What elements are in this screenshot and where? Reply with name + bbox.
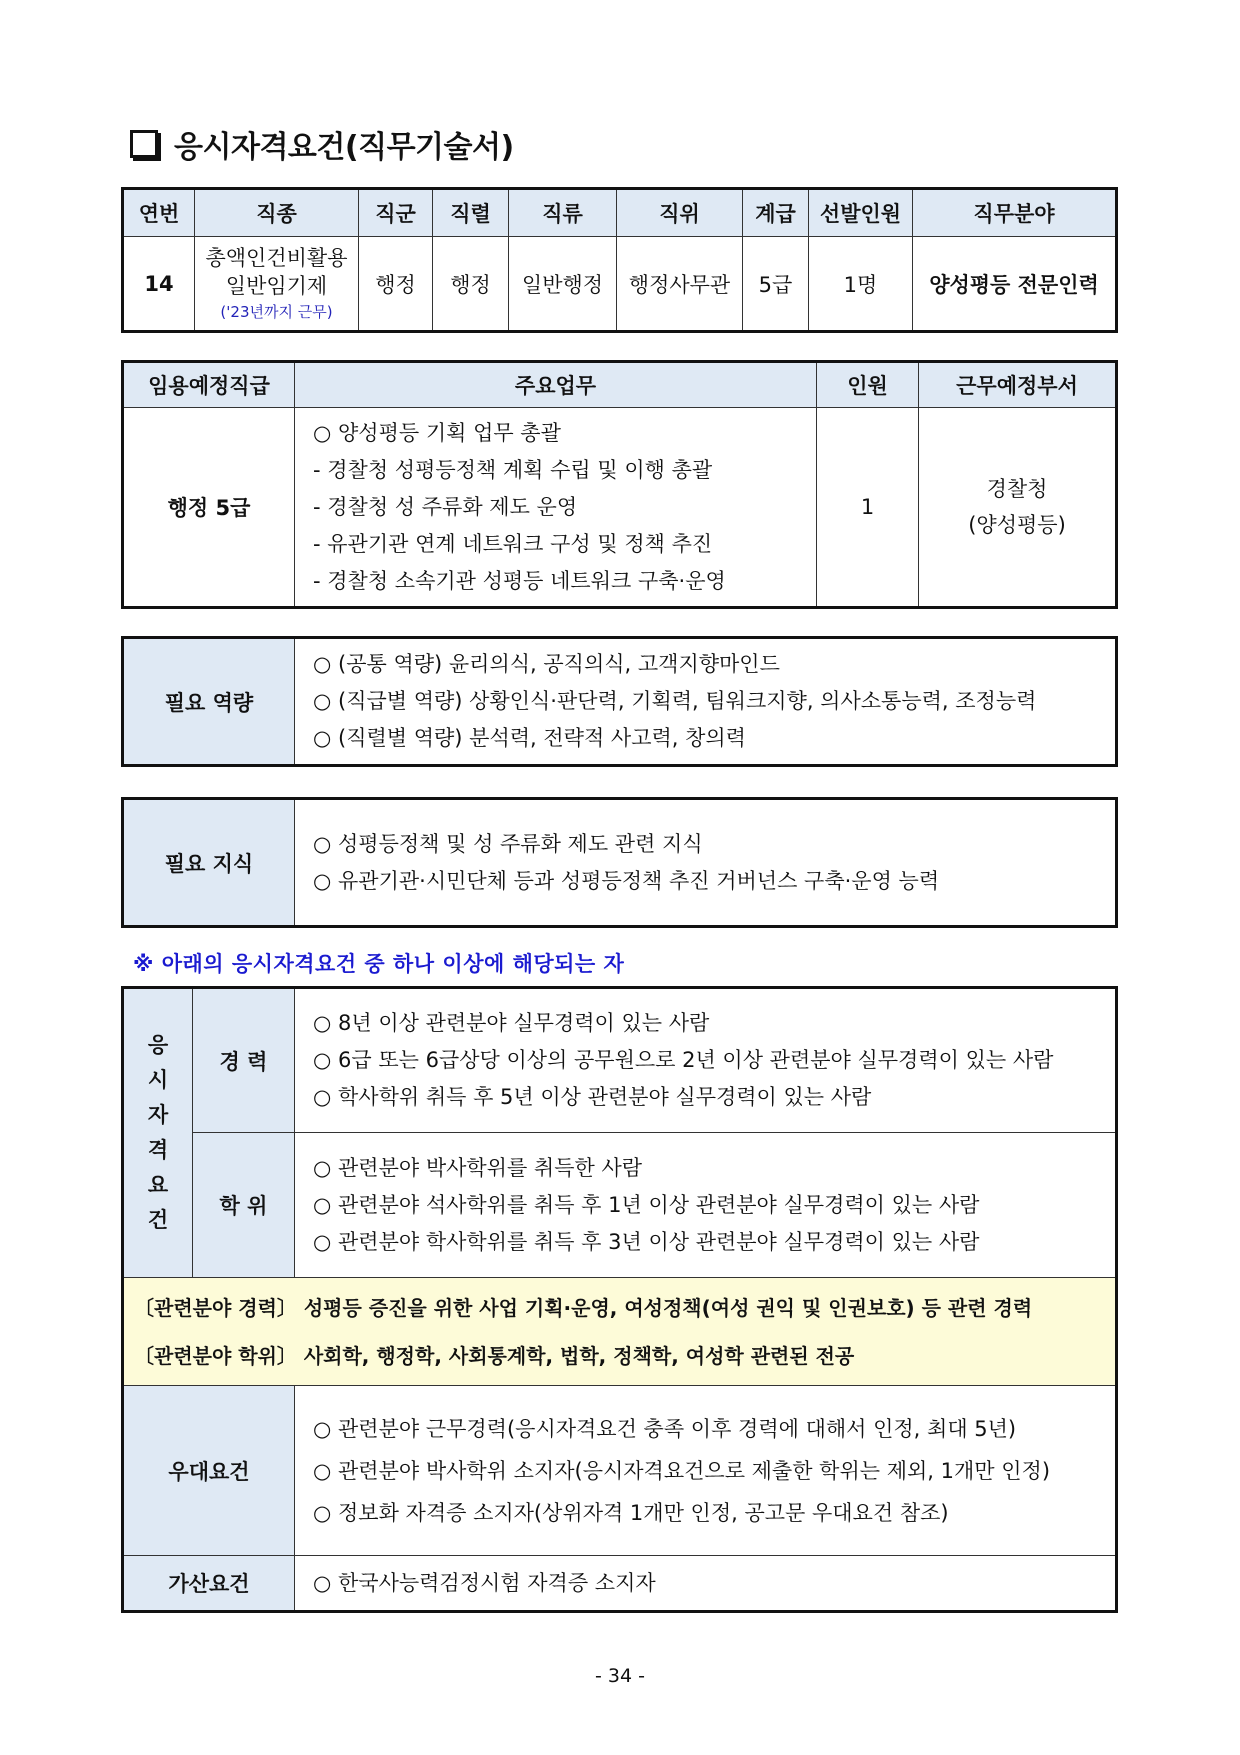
degree-item: ○ 관련분야 학사학위를 취득 후 3년 이상 관련분야 실무경력이 있는 사람 [313,1229,980,1254]
job-table [121,187,1118,333]
field-value: 양성평등 전문인력 [913,237,1117,332]
competency-label: 필요 역량 [123,638,295,766]
qualification-table [121,986,1118,1613]
header-type: 직종 [195,189,359,237]
preference-list [295,1386,1117,1556]
qualification-vertical-label: 응 시 자 격 요 건 [123,988,193,1278]
page-title-text: 응시자격요건(직무기술서) [174,130,514,165]
duty-item: - 유관기관 연계 네트워크 구성 및 정책 추진 [313,531,713,556]
career-label: 경 력 [193,988,295,1133]
headcount-value: 1명 [809,237,913,332]
related-field-box [123,1278,1117,1386]
preference-item: ○ 정보화 자격증 소지자(상위자격 1개만 인정, 공고문 우대요건 참조) [313,1500,949,1525]
knowledge-table [121,797,1118,928]
qualification-note: ※ 아래의 응시자격요건 중 하나 이상에 해당되는 자 [133,952,625,976]
group-value: 행정 [359,237,433,332]
duty-table [121,360,1118,609]
department-line2: (양성평등) [968,513,1066,537]
duty-item: ○ 양성평등 기획 업무 총괄 [313,420,561,445]
related-career: 〔관련분야 경력〕 성평등 증진을 위한 사업 기획·운영, 여성정책(여성 권익 및 인권보호) 등 관련 경력 [134,1295,1033,1320]
competency-item: ○ (직급별 역량) 상황인식·판단력, 기획력, 팀워크지향, 의사소통능력, 조정능력 [313,689,1037,713]
knowledge-item: ○ 성평등정책 및 성 주류화 제도 관련 지식 [313,831,703,856]
header-series: 직렬 [433,189,509,237]
duties-list [295,408,817,608]
seq-value: 14 [123,237,195,332]
header-count: 인원 [817,362,919,408]
related-degree: 〔관련분야 학위〕 사회학, 행정학, 사회통계학, 법학, 정책학, 여성학 관련된 전공 [134,1343,855,1368]
career-list [295,988,1117,1133]
bonus-label: 가산요건 [123,1556,295,1612]
career-item: ○ 8년 이상 관련분야 실무경력이 있는 사람 [313,1011,710,1035]
bonus-list [295,1556,1117,1612]
header-grade: 계급 [743,189,809,237]
header-position: 직위 [617,189,743,237]
preference-item: ○ 관련분야 근무경력(응시자격요건 충족 이후 경력에 대해서 인정, 최대 5년) [313,1416,1017,1441]
preference-label: 우대요건 [123,1386,295,1556]
page-number: - 34 - [595,1665,645,1687]
degree-label: 학 위 [193,1133,295,1278]
degree-item: ○ 관련분야 박사학위를 취득한 사람 [313,1155,643,1180]
header-headcount: 선발인원 [809,189,913,237]
header-field: 직무분야 [913,189,1117,237]
bonus-item: ○ 한국사능력검정시험 자격증 소지자 [313,1570,656,1595]
duty-item: - 경찰청 성평등정책 계획 수립 및 이행 총괄 [313,457,713,482]
competency-item: ○ (공통 역량) 윤리의식, 공직의식, 고객지향마인드 [313,652,780,676]
series-value: 행정 [433,237,509,332]
knowledge-label: 필요 지식 [123,799,295,927]
degree-list [295,1133,1117,1278]
header-group: 직군 [359,189,433,237]
header-main-duties: 주요업무 [295,362,817,408]
checkbox-square-icon [130,130,158,158]
competency-list [295,638,1117,766]
type-line1: 총액인건비활용 [205,245,348,270]
header-appoint-grade: 임용예정직급 [123,362,295,408]
department-value [919,408,1117,608]
page-title [130,122,514,166]
preference-item: ○ 관련분야 박사학위 소지자(응시자격요건으로 제출한 학위는 제외, 1개만 인정) [313,1458,1051,1483]
position-value: 행정사무관 [617,237,743,332]
career-item: ○ 학사학위 취득 후 5년 이상 관련분야 실무경력이 있는 사람 [313,1085,872,1109]
grade-value: 5급 [743,237,809,332]
career-item: ○ 6급 또는 6급상당 이상의 공무원으로 2년 이상 관련분야 실무경력이 있는 사람 [313,1048,1054,1072]
knowledge-item: ○ 유관기관·시민단체 등과 성평등정책 추진 거버넌스 구축·운영 능력 [313,868,940,893]
type-note: ('23년까지 근무) [220,302,333,321]
competency-table [121,636,1118,767]
header-seq: 연번 [123,189,195,237]
type-cell [195,237,359,332]
duty-item: - 경찰청 소속기관 성평등 네트워크 구축·운영 [313,568,726,593]
category-value: 일반행정 [509,237,617,332]
knowledge-list [295,799,1117,927]
header-category: 직류 [509,189,617,237]
department-line1: 경찰청 [986,477,1048,501]
count-value: 1 [817,408,919,608]
degree-item: ○ 관련분야 석사학위를 취득 후 1년 이상 관련분야 실무경력이 있는 사람 [313,1192,980,1217]
header-department: 근무예정부서 [919,362,1117,408]
type-line2: 일반임기제 [225,273,328,298]
appoint-grade-value: 행정 5급 [123,408,295,608]
competency-item: ○ (직렬별 역량) 분석력, 전략적 사고력, 창의력 [313,726,746,750]
duty-item: - 경찰청 성 주류화 제도 운영 [313,494,578,519]
